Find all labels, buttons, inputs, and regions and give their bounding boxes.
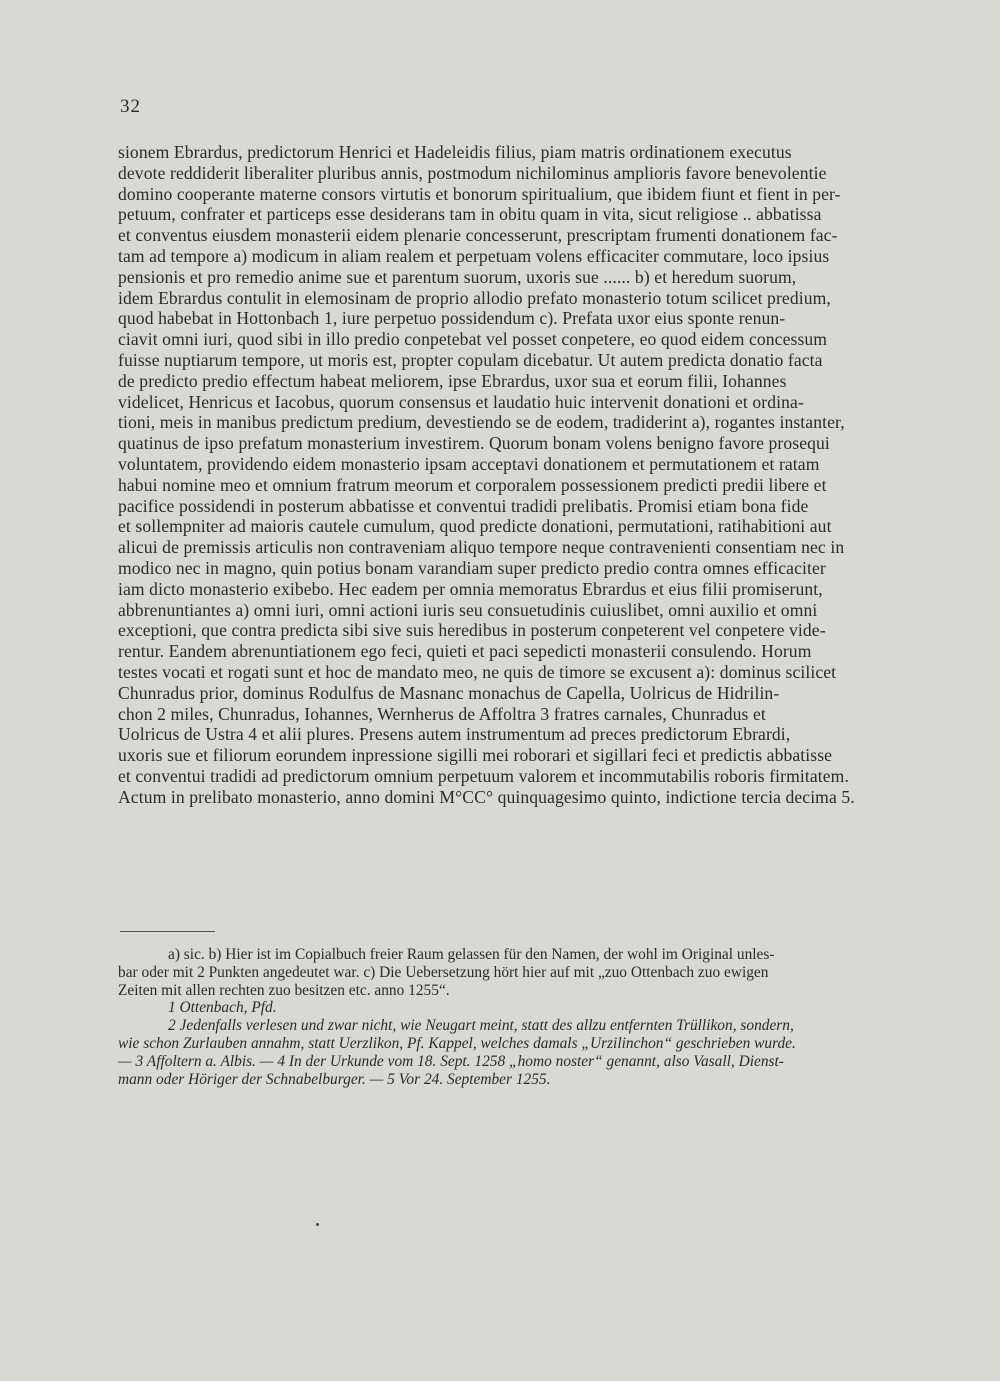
text-line: quatinus de ipso prefatum monasterium investirem. Quorum bonam volens benigno favore prosequi [118, 433, 830, 454]
footnote-line: — 3 Affoltern a. Albis. — 4 In der Urkunde vom 18. Sept. 1258 „homo noster“ genannt, also Vasall, Dienst- [118, 1052, 784, 1070]
text-line: sionem Ebrardus, predictorum Henrici et Hadeleidis filius, piam matris ordinationem executus [118, 142, 792, 162]
text-line: exceptioni, que contra predicta sibi sive suis heredibus in posterum conpeterent vel conpetere vide- [118, 620, 826, 641]
text-line: Chunradus prior, dominus Rodulfus de Masnanc monachus de Capella, Uolricus de Hidrilin- [118, 682, 780, 703]
footnote-line: wie schon Zurlauben annahm, statt Uerzlikon, Pf. Kappel, welches damals „Urzilinchon“ geschrieben wurde. [118, 1034, 796, 1052]
text-line: pacifice possidendi in posterum abbatisse et conventui tradidi prelibatis. Promisi etiam bona fide [118, 495, 809, 516]
text-line: et conventui tradidi ad predictorum omnium perpetuum valorem et incommutabilis roboris firmitatem. [118, 765, 849, 786]
footnote-line: a) sic. b) Hier ist im Copialbuch freier Raum gelassen für den Namen, der wohl im Original unles- [168, 946, 775, 963]
charter-text [118, 142, 933, 808]
text-line: petuum, confrater et particeps esse desiderans tam in obitu quam in vita, sicut religiose .. abbatissa [118, 204, 822, 225]
text-line: videlicet, Henricus et Iacobus, quorum consensus et laudatio huic intervenit donationi et ordina- [118, 391, 804, 412]
footnote-divider [120, 931, 215, 932]
text-line: uxoris sue et filiorum eorundem inpressione sigilli mei roborari et sigillari feci et predictis abbatisse [118, 745, 833, 766]
text-line: alicui de premissis articulis non contraveniam aliquo tempore neque contravenienti consentiam nec in [118, 537, 845, 558]
footnote-line: bar oder mit 2 Punkten angedeutet war. c) Die Uebersetzung hört hier auf mit „zuo Ottenbach zuo ewigen [118, 963, 769, 981]
text-line: Actum in prelibato monasterio, anno domini M°CC° quinquagesimo quinto, indictione tercia decima 5. [118, 786, 855, 807]
text-line: et sollempniter ad maioris cautele cumulum, quod predicte donationi, permutationi, ratihabitioni aut [118, 516, 832, 537]
text-line: Uolricus de Ustra 4 et alii plures. Presens autem instrumentum ad preces predictorum Ebrardi, [118, 724, 791, 745]
text-line: quod habebat in Hottonbach 1, iure perpetuo possidendum c). Prefata uxor eius sponte renun- [118, 308, 786, 329]
text-line: fuisse nuptiarum tempore, ut moris est, propter copulam dicebatur. Ut autem predicta donatio facta [118, 349, 823, 370]
text-line: devote reddiderit liberaliter pluribus annis, postmodum nichilominus amplioris favore benevolentie [118, 162, 827, 183]
footnote-line: Zeiten mit allen rechten zuo besitzen etc. anno 1255“. [118, 981, 450, 999]
text-line: ciavit omni iuri, quod sibi in illo predio conpetebat vel posset conpetere, eo quod eidem concessum [118, 329, 828, 350]
text-line: et conventus eiusdem monasterii eidem plenarie concesserunt, prescriptam frumenti donationem fac- [118, 225, 838, 246]
text-line: tam ad tempore a) modicum in aliam realem et perpetuam volens efficaciter commutare, loco ipsius [118, 245, 830, 266]
footnotes [118, 946, 933, 1088]
footnote-line: 2 Jedenfalls verlesen und zwar nicht, wie Neugart meint, statt des allzu entfernten Trüllikon, sondern, [168, 1017, 794, 1035]
text-line: idem Ebrardus contulit in elemosinam de proprio allodio prefato monasterio totum scilicet predium, [118, 287, 831, 308]
text-line: pensionis et pro remedio anime sue et parentum suorum, uxoris sue ...... b) et heredum suorum, [118, 266, 797, 287]
text-line: tioni, meis in manibus predictum predium, devestiendo se de eodem, tradiderint a), rogantes instanter, [118, 412, 845, 433]
text-line: domino cooperante materne consors virtutis et bonorum spiritualium, que ibidem fiunt et fient in per- [118, 183, 841, 204]
text-line: de predicto predio effectum habeat meliorem, ipse Ebrardus, uxor sua et eorum filii, Iohannes [118, 370, 787, 391]
text-line: iam dicto monasterio exibebo. Hec eadem per omnia memoratus Ebrardus et eius filii promiserunt, [118, 578, 823, 599]
footnote-line: 1 Ottenbach, Pfd. [168, 999, 277, 1017]
text-line: voluntatem, providendo eidem monasterio ipsam acceptavi donationem et permutationem et ratam [118, 453, 820, 474]
text-line: habui nomine meo et omnium fratrum meorum et corporalem possessionem predicti predii libere et [118, 474, 827, 495]
text-line: testes vocati et rogati sunt et hoc de mandato meo, ne quis de timore se excusent a): dominus scilicet [118, 661, 837, 682]
text-line: modico nec in magno, quin potius bonam varandiam super predicto predio contra omnes efficaciter [118, 557, 826, 578]
paper-speck [316, 1223, 319, 1226]
text-line: chon 2 miles, Chunradus, Iohannes, Wernherus de Affoltra 3 fratres carnales, Chunradus et [118, 703, 766, 724]
text-line: abbrenuntiantes a) omni iuri, omni actioni iuris seu consuetudinis cuiuslibet, omni auxilio et omni [118, 599, 818, 620]
footnote-line: mann oder Höriger der Schnabelburger. — 5 Vor 24. September 1255. [118, 1070, 551, 1088]
text-line: rentur. Eandem abrenuntiationem ego feci, quieti et paci sepedicti monasterii consulendo. Horum [118, 641, 812, 662]
page-number: 32 [120, 96, 141, 117]
